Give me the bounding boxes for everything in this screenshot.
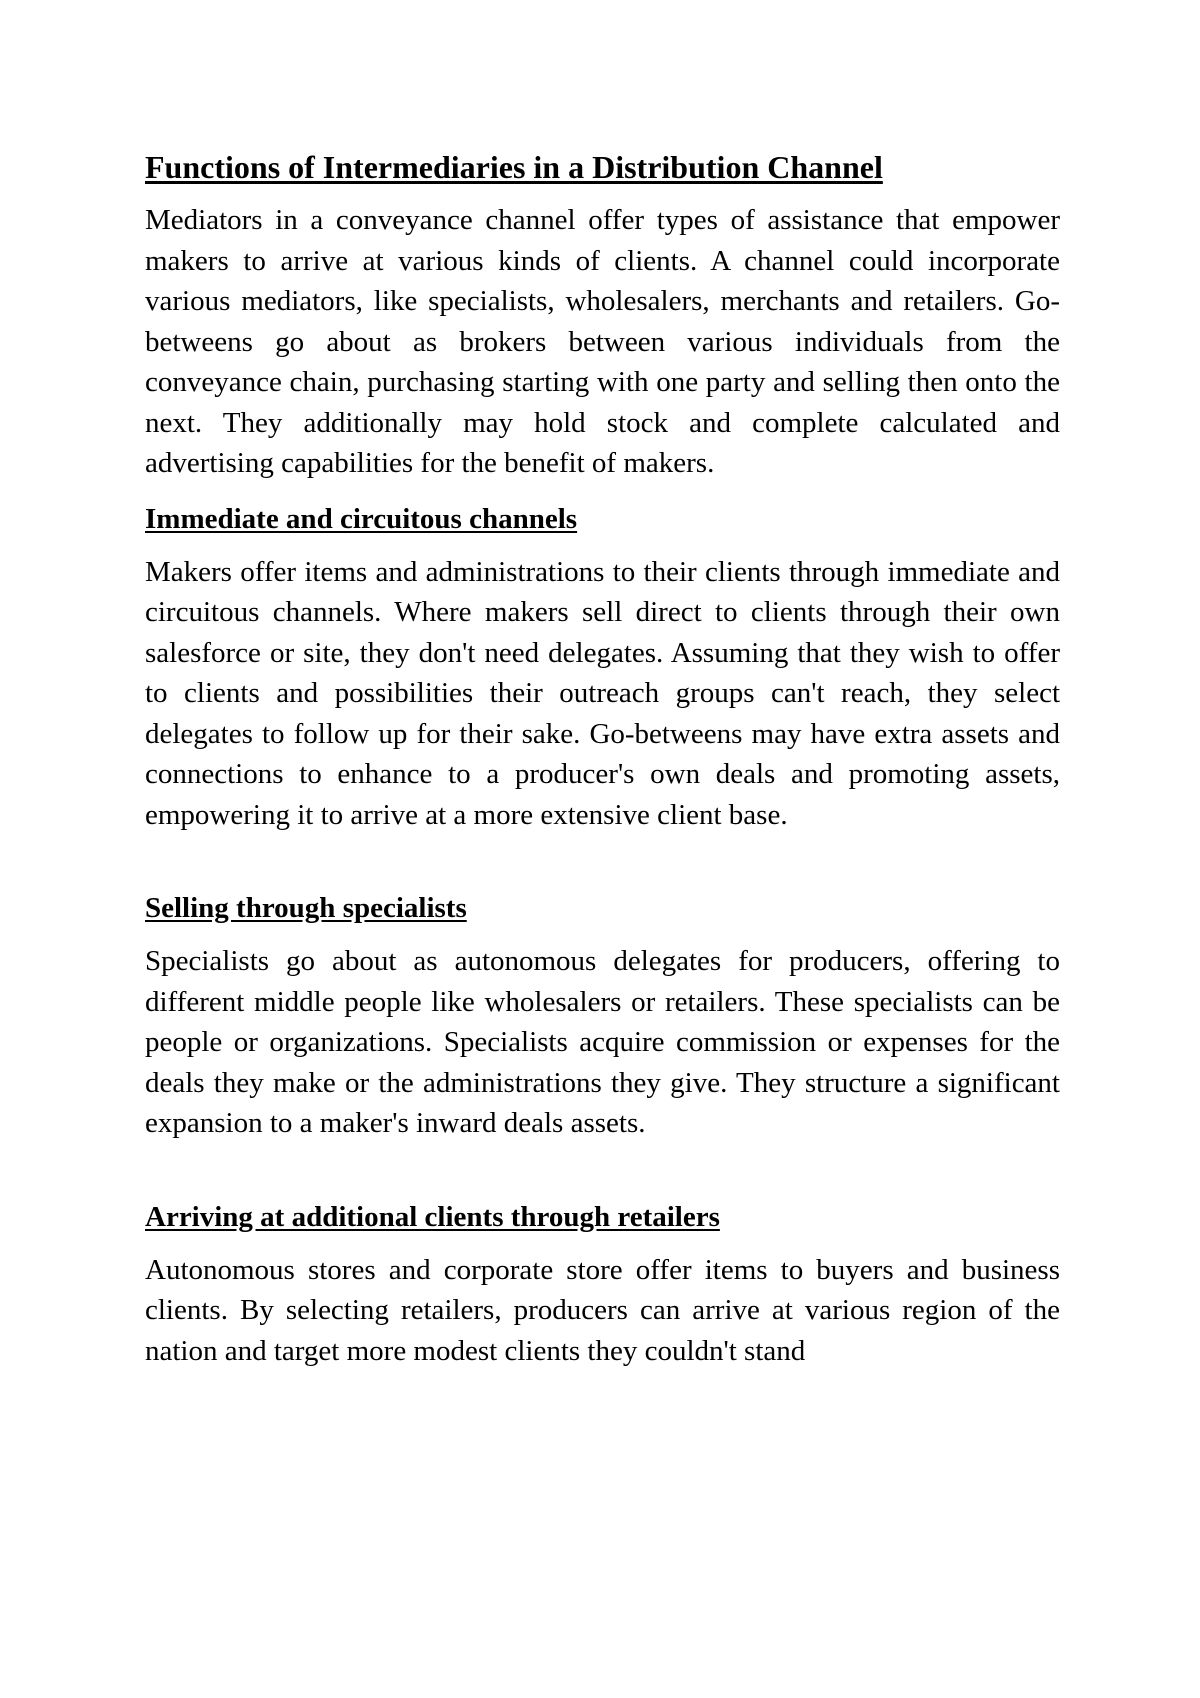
spacer	[145, 190, 1060, 200]
heading-immediate-circuitous-channels: Immediate and circuitous channels	[145, 502, 578, 535]
spacer	[145, 1144, 1060, 1194]
paragraph-intro: Mediators in a conveyance channel offer types of assistance that empower makers to arrive at various kinds of clients. A channel could incorporate various mediators, like specialists, wholesalers, merchants and retailers. Go-betweens go about as brokers between various individuals from the conveyance chain, purchasing starting with one party and selling then onto the next. They additionally may hold stock and complete calculated and advertising capabilities for the benefit of makers.	[145, 204, 1060, 479]
document-content	[145, 144, 1060, 1371]
spacer	[145, 542, 1060, 552]
heading-selling-through-specialists: Selling through specialists	[145, 892, 467, 924]
heading-arriving-additional-clients: Arriving at additional clients through retailers	[145, 1200, 720, 1233]
spacer	[145, 1240, 1060, 1250]
spacer	[145, 835, 1060, 885]
paragraph-immediate-circuitous-channels: Makers offer items and administrations to their clients through immediate and circuitous channels. Where makers sell direct to clients through their own salesforce or site, they don't need delegates. Assuming that they wish to offer to clients and possibilities their outreach groups can't reach, they select delegates to follow up for their sake. Go-betweens may have extra assets and connections to enhance to a producer's own deals and promoting assets, empowering it to arrive at a more extensive client base.	[145, 555, 1060, 831]
paragraph-arriving-additional-clients: Autonomous stores and corporate store offer items to buyers and business clients. By selecting retailers, producers can arrive at various region of the nation and target more modest clients they couldn't stand	[145, 1253, 1060, 1367]
spacer	[145, 931, 1060, 941]
spacer	[145, 484, 1060, 496]
paragraph-selling-through-specialists: Specialists go about as autonomous delegates for producers, offering to different middle people like wholesalers or retailers. These specialists can be people or organizations. Specialists acquire commission or expenses for the deals they make or the administrations they give. They structure a significant expansion to a maker's inward deals assets.	[145, 945, 1060, 1139]
document-title: Functions of Intermediaries in a Distribution Channel	[145, 149, 883, 185]
